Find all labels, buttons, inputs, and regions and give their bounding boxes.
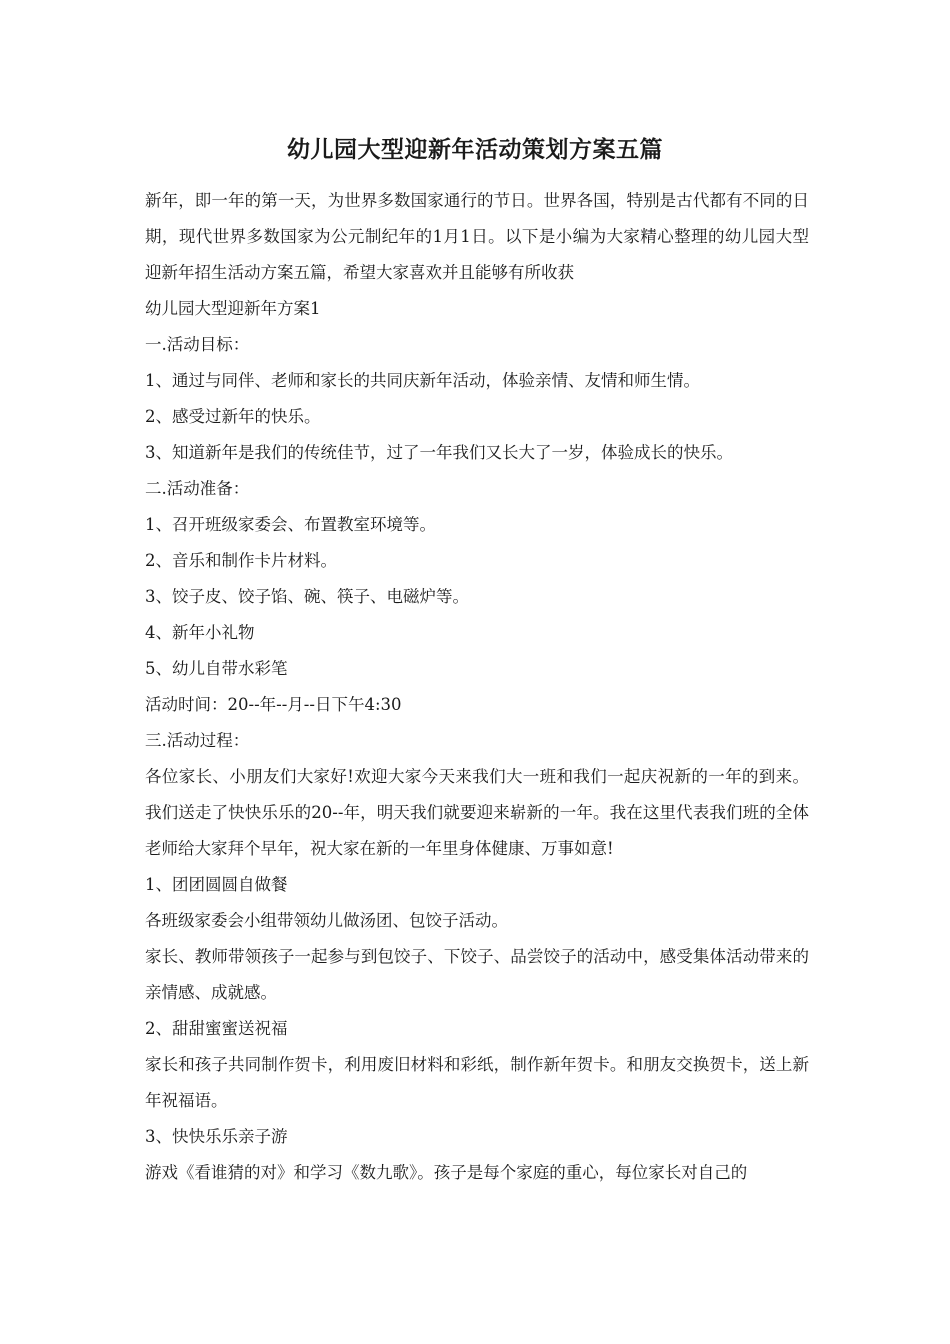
body-paragraph: 游戏《看谁猜的对》和学习《数九歌》。孩子是每个家庭的重心，每位家长对自己的: [145, 1163, 748, 1182]
body-paragraph: 各班级家委会小组带领幼儿做汤团、包饺子活动。: [145, 911, 508, 930]
activity-time: 活动时间：20--年--月--日下午4:30: [145, 695, 402, 714]
list-item: 3、知道新年是我们的传统佳节，过了一年我们又长大了一岁，体验成长的快乐。: [145, 443, 733, 462]
document-body: [145, 183, 809, 1191]
heading-activity-preparation: 二.活动准备：: [145, 479, 250, 498]
greeting-paragraph: 各位家长、小朋友们大家好!欢迎大家今天来我们大一班和我们一起庆祝新的一年的到来。我们送走了快快乐乐的20--年，明天我们就要迎来崭新的一年。我在这里代表我们班的全体老师给大家拜个早年，祝大家在新的一年里身体健康、万事如意!: [145, 767, 809, 858]
list-item: 1、团团圆圆自做餐: [145, 875, 288, 894]
section-heading-plan-1: 幼儿园大型迎新年方案1: [145, 299, 321, 318]
document-title: 幼儿园大型迎新年活动策划方案五篇: [287, 136, 663, 163]
list-item: 3、饺子皮、饺子馅、碗、筷子、电磁炉等。: [145, 587, 469, 606]
list-item: 1、通过与同伴、老师和家长的共同庆新年活动，体验亲情、友情和师生情。: [145, 371, 700, 390]
list-item: 3、快快乐乐亲子游: [145, 1127, 288, 1146]
list-item: 5、幼儿自带水彩笔: [145, 659, 288, 678]
heading-activity-goals: 一.活动目标：: [145, 335, 250, 354]
list-item: 2、感受过新年的快乐。: [145, 407, 321, 426]
intro-paragraph: 新年，即一年的第一天，为世界多数国家通行的节日。世界各国，特别是古代都有不同的日期，现代世界多数国家为公元制纪年的1月1日。以下是小编为大家精心整理的幼儿园大型迎新年招生活动方案五篇，希望大家喜欢并且能够有所收获: [145, 191, 809, 282]
list-item: 1、召开班级家委会、布置教室环境等。: [145, 515, 436, 534]
heading-activity-process: 三.活动过程：: [145, 731, 250, 750]
body-paragraph: 家长和孩子共同制作贺卡，利用废旧材料和彩纸，制作新年贺卡。和朋友交换贺卡，送上新年祝福语。: [145, 1055, 809, 1110]
list-item: 2、音乐和制作卡片材料。: [145, 551, 337, 570]
list-item: 2、甜甜蜜蜜送祝福: [145, 1019, 288, 1038]
body-paragraph: 家长、教师带领孩子一起参与到包饺子、下饺子、品尝饺子的活动中，感受集体活动带来的亲情感、成就感。: [145, 947, 809, 1002]
list-item: 4、新年小礼物: [145, 623, 255, 642]
